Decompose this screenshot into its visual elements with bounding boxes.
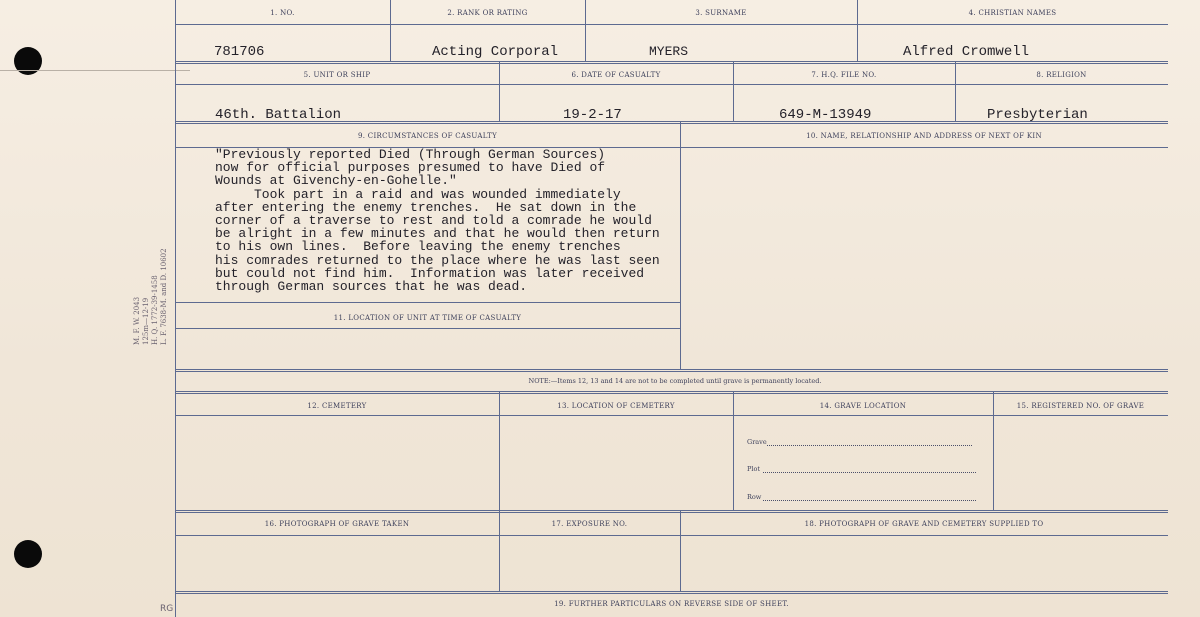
photo-supplied-label: 18. PHOTOGRAPH OF GRAVE AND CEMETERY SUPPLIED TO — [804, 520, 1044, 528]
rule-row1 — [175, 61, 1168, 64]
rule-hdr12 — [175, 415, 1168, 416]
christian-names-label: 4. CHRISTIAN NAMES — [968, 9, 1057, 17]
circumstances-line: Wounds at Givenchy-en-Gohelle." — [215, 173, 457, 189]
col-divider — [499, 391, 500, 591]
rule-note — [175, 391, 1168, 394]
religion-value: Presbyterian — [987, 107, 1088, 123]
no-label: 1. NO. — [270, 9, 295, 17]
rank-label: 2. RANK OR RATING — [447, 9, 528, 17]
surname-value: MYERS — [649, 44, 689, 59]
cemetery-label: 12. CEMETERY — [307, 402, 367, 410]
rule-hdr2 — [175, 84, 1168, 85]
rule-hdr16 — [175, 535, 1168, 536]
cemetery-location-label: 13. LOCATION OF CEMETERY — [557, 402, 675, 410]
hq-file-label: 7. H.Q. FILE NO. — [811, 71, 877, 79]
surname-label: 3. SURNAME — [695, 9, 747, 17]
rg-mark: RG — [160, 604, 174, 614]
col-divider — [733, 61, 734, 121]
rule-row3 — [175, 369, 1168, 372]
circumstances-line: "Previously reported Died (Through German Sources) — [215, 147, 606, 162]
rule-row5 — [175, 591, 1168, 594]
col-divider — [955, 61, 956, 121]
grave-field-line — [767, 445, 972, 446]
circumstances-line: be alright in a few minutes and that he would then return — [215, 226, 660, 242]
grave-location-label: 14. GRAVE LOCATION — [819, 402, 907, 410]
date-label: 6. DATE OF CASUALTY — [571, 71, 661, 79]
circumstances-line: but could not find him. Information was later received — [215, 265, 645, 281]
form-number-print: M. F. W. 2043 — [133, 296, 141, 345]
rule-row4 — [175, 510, 1168, 513]
circumstances-line: now for official purposes presumed to have Died of — [215, 160, 606, 176]
row-field-label: Row — [747, 493, 762, 501]
circumstances-line: his comrades returned to the place where he was last seen — [215, 252, 660, 268]
rank-value: Acting Corporal — [432, 44, 559, 60]
service-number: 781706 — [214, 44, 265, 60]
form-number-print: L. F. 7638-M. and D. 10602 — [160, 248, 168, 345]
further-particulars-label: 19. FURTHER PARTICULARS ON REVERSE SIDE OF SHEET. — [554, 600, 789, 608]
christian-names-value: Alfred Cromwell — [903, 44, 1030, 60]
form-number-print: 125m—12-19 — [142, 297, 150, 345]
unit-label: 5. UNIT OR SHIP — [303, 71, 371, 79]
next-of-kin-label: 10. NAME, RELATIONSHIP AND ADDRESS OF NEXT OF KIN — [806, 132, 1042, 140]
date-value: 19-2-17 — [563, 107, 622, 123]
rule-hdr11 — [175, 328, 680, 329]
circumstances-line: after entering the enemy trenches. He sat down in the — [215, 199, 637, 215]
col-divider — [499, 61, 500, 121]
grave-field-label: Grave — [747, 438, 767, 446]
plot-field-label: Plot — [747, 465, 760, 473]
form-number-print: H. Q. 1772-39-1458 — [151, 275, 159, 345]
exposure-label: 17. EXPOSURE NO. — [551, 520, 628, 528]
hq-file-value: 649-M-13949 — [779, 107, 872, 123]
rule-hdr1 — [175, 24, 1168, 25]
rule-circ-bottom — [175, 302, 680, 303]
col-divider — [680, 121, 681, 369]
note-text: NOTE:—Items 12, 13 and 14 are not to be completed until grave is permanently located. — [528, 377, 822, 385]
punch-hole-bottom — [14, 540, 42, 568]
row-field-line — [763, 500, 976, 501]
margin-rule — [0, 70, 190, 71]
plot-field-line — [763, 472, 976, 473]
circumstances-text — [215, 148, 675, 293]
religion-label: 8. RELIGION — [1036, 71, 1087, 79]
circumstances-label: 9. CIRCUMSTANCES OF CASUALTY — [357, 132, 497, 140]
circumstances-line: Took part in a raid and was wounded immediately — [215, 186, 621, 202]
registered-no-label: 15. REGISTERED NO. OF GRAVE — [1016, 402, 1145, 410]
photo-taken-label: 16. PHOTOGRAPH OF GRAVE TAKEN — [264, 520, 410, 528]
circumstances-line: through German sources that he was dead. — [215, 279, 528, 295]
circumstances-line: to his own lines. Before leaving the enemy trenches — [215, 239, 621, 255]
circumstances-line: corner of a traverse to rest and told a comrade he would — [215, 213, 652, 229]
unit-value: 46th. Battalion — [215, 107, 342, 123]
location-of-unit-label: 11. LOCATION OF UNIT AT TIME OF CASUALTY — [333, 314, 522, 322]
